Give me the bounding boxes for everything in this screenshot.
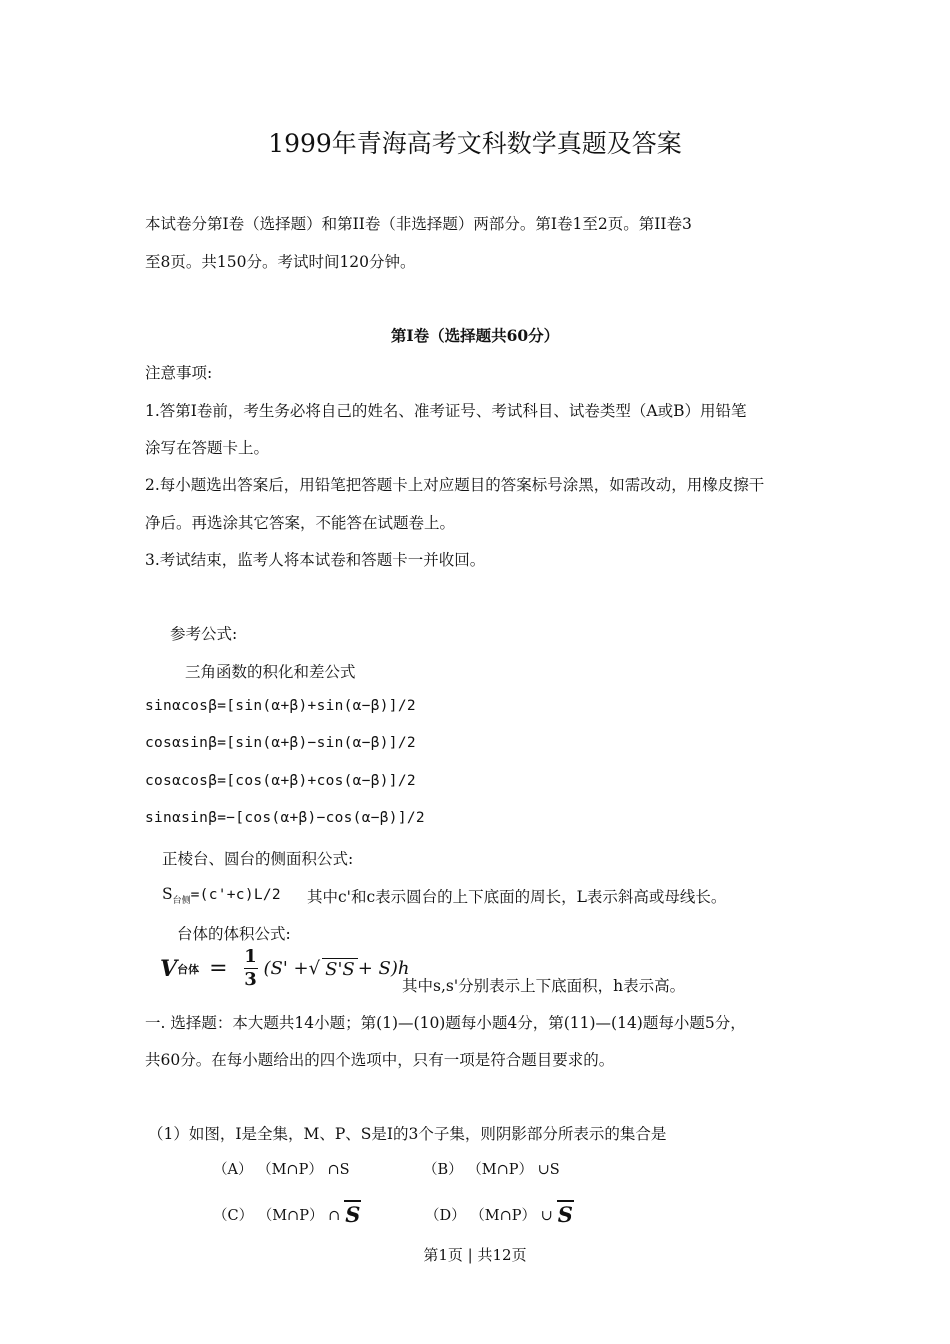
part1-line-1: 一. 选择题：本大题共14小题；第(1)—(10)题每小题4分，第(11)—(14)题每小题5分， — [145, 1014, 746, 1032]
volume-sub: 台体 — [177, 962, 200, 976]
volume-heading: 台体的体积公式: — [177, 925, 291, 943]
notice-item: 净后。再选涂其它答案，不能答在试题卷上。 — [145, 514, 456, 532]
frustum-area-formula — [162, 885, 281, 906]
trig-formula: sinαsinβ=−[cos(α+β)−cos(α−β)]/2 — [145, 810, 425, 826]
frustum-area-rhs: =(c'+c)L/2 — [190, 887, 281, 903]
volume-num: 1 — [244, 946, 257, 967]
option-b: （B） （M∩P） ∪S — [423, 1162, 560, 1178]
volume-open: (S' + — [263, 958, 309, 979]
volume-v: V — [160, 955, 178, 982]
option-c-text: （C） （M∩P） ∩ — [213, 1208, 341, 1224]
notice-item: 1.答第Ⅰ卷前，考生务必将自己的姓名、准考证号、考试科目、试卷类型（A或B）用铅笔 — [145, 402, 747, 420]
trig-formula: cosαsinβ=[sin(α+β)−sin(α−β)]/2 — [145, 735, 416, 751]
option-d — [425, 1200, 574, 1225]
volume-sqrt: S'S — [322, 958, 358, 980]
frustum-area-heading: 正棱台、圆台的侧面积公式: — [162, 850, 354, 868]
notice-heading: 注意事项: — [145, 364, 213, 382]
page-footer: 第1页 | 共12页 — [423, 1246, 527, 1264]
volume-eq: = — [209, 956, 228, 981]
option-a: （A） （M∩P） ∩S — [213, 1162, 350, 1178]
s-complement: S — [557, 1202, 573, 1227]
question-1-stem: （1）如图，I是全集，M、P、S是I的3个子集，则阴影部分所表示的集合是 — [148, 1125, 667, 1143]
trig-heading: 三角函数的积化和差公式 — [185, 663, 356, 681]
notice-item: 2.每小题选出答案后，用铅笔把答题卡上对应题目的答案标号涂黑，如需改动，用橡皮擦干 — [145, 476, 765, 494]
volume-note: 其中s,s'分别表示上下底面积，h表示高。 — [402, 977, 686, 995]
part1-line-2: 共60分。在每小题给出的四个选项中，只有一项是符合题目要求的。 — [145, 1051, 615, 1069]
formulas-heading: 参考公式: — [170, 625, 238, 643]
volume-close: + S)h — [357, 958, 410, 979]
page-title: 1999年青海高考文科数学真题及答案 — [268, 129, 682, 158]
option-c — [213, 1200, 361, 1225]
frustum-area-sub: 台侧 — [172, 896, 191, 907]
volume-fraction — [244, 948, 258, 989]
trig-formula: cosαcosβ=[cos(α+β)+cos(α−β)]/2 — [145, 773, 416, 789]
s-complement: S — [345, 1202, 361, 1227]
frustum-area-s: S — [162, 885, 173, 903]
intro-line-2: 至8页。共150分。考试时间120分钟。 — [145, 253, 416, 271]
option-d-text: （D） （M∩P） ∪ — [425, 1208, 553, 1224]
section-heading: 第Ⅰ卷（选择题共60分） — [390, 326, 560, 345]
sqrt-icon: √ — [308, 958, 321, 979]
intro-line-1: 本试卷分第Ⅰ卷（选择题）和第II卷（非选择题）两部分。第Ⅰ卷1至2页。第II卷3 — [145, 215, 692, 233]
volume-formula — [160, 948, 409, 989]
volume-den: 3 — [244, 969, 257, 990]
notice-item: 3.考试结束，监考人将本试卷和答题卡一并收回。 — [145, 551, 486, 569]
trig-formula: sinαcosβ=[sin(α+β)+sin(α−β)]/2 — [145, 698, 416, 714]
notice-item: 涂写在答题卡上。 — [145, 439, 270, 457]
frustum-area-note: 其中c'和c表示圆台的上下底面的周长，L表示斜高或母线长。 — [307, 888, 727, 906]
